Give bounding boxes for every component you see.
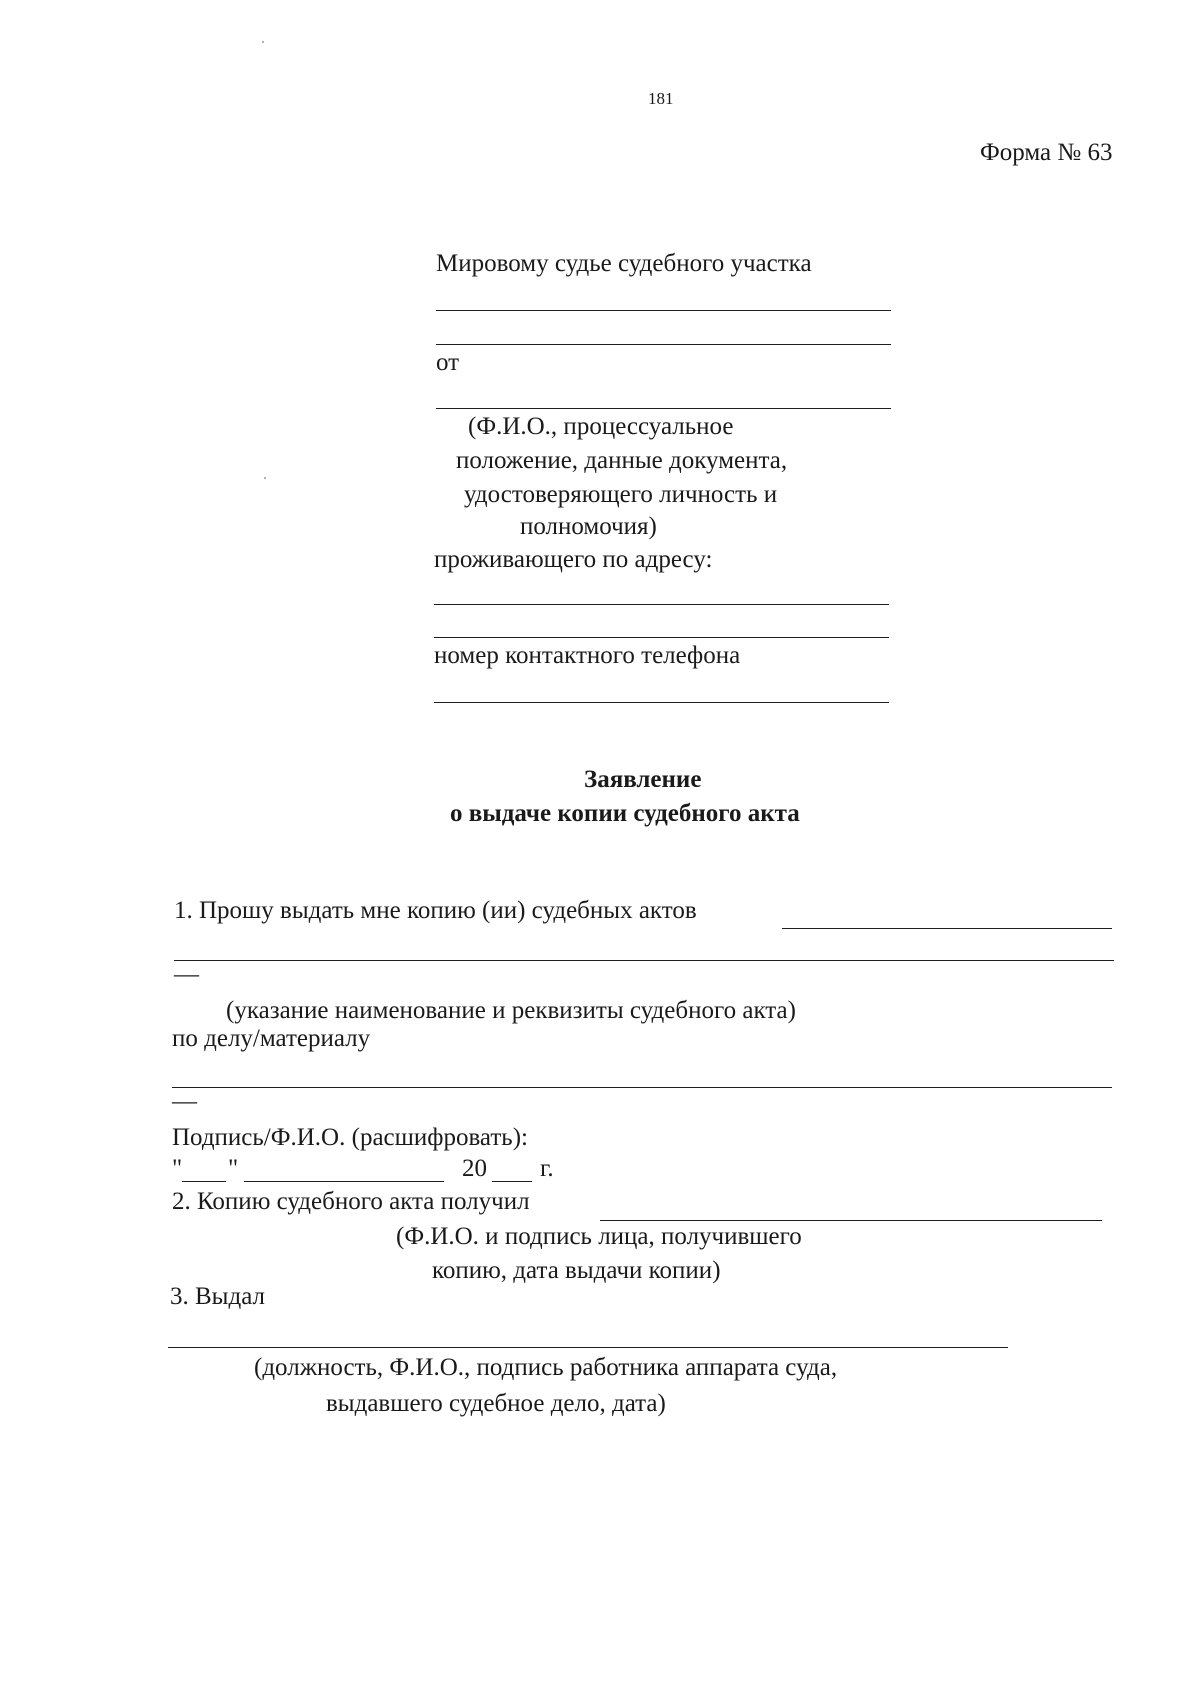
phone-label: номер контактного телефона bbox=[434, 642, 741, 669]
issuer-hint-line-1: (должность, Ф.И.О., подпись работника аппарата суда, bbox=[254, 1354, 838, 1381]
date-quote-open: " bbox=[172, 1155, 183, 1182]
year-suffix: г. bbox=[540, 1155, 554, 1182]
phone-line[interactable] bbox=[434, 702, 889, 703]
addressee-judge-label: Мировому судье судебного участка bbox=[436, 250, 812, 277]
day-line[interactable] bbox=[182, 1181, 226, 1182]
address-line-1[interactable] bbox=[434, 604, 889, 605]
form-number: Форма № 63 bbox=[980, 139, 1113, 166]
address-line-2[interactable] bbox=[434, 637, 889, 638]
person-hint-line-3: удостоверяющего личность и bbox=[464, 481, 778, 508]
person-hint-line-2: положение, данные документа, bbox=[456, 447, 788, 474]
case-label: по делу/материалу bbox=[172, 1025, 371, 1052]
document-title: Заявление bbox=[584, 766, 702, 793]
item-3-text: 3. Выдал bbox=[170, 1283, 265, 1310]
scan-speck bbox=[264, 477, 266, 479]
scan-speck bbox=[262, 41, 264, 43]
signature-label: Подпись/Ф.И.О. (расшифровать): bbox=[172, 1124, 528, 1151]
from-label: от bbox=[436, 349, 460, 376]
person-hint-line-1: (Ф.И.О., процессуальное bbox=[468, 413, 734, 440]
court-district-line-1[interactable] bbox=[436, 310, 891, 311]
received-hint-line-2: копию, дата выдачи копии) bbox=[432, 1257, 721, 1284]
year-prefix: 20 bbox=[462, 1155, 487, 1182]
issuer-hint-line-2: выдавшего судебное дело, дата) bbox=[326, 1390, 666, 1417]
applicant-name-line[interactable] bbox=[436, 408, 891, 409]
month-line[interactable] bbox=[244, 1181, 444, 1182]
court-act-line-1[interactable] bbox=[782, 928, 1112, 929]
court-act-hint: (указание наименование и реквизиты судебного акта) bbox=[226, 997, 796, 1024]
dash-continuation-2: — bbox=[172, 1088, 197, 1115]
dash-continuation-1: — bbox=[174, 961, 199, 988]
address-label: проживающего по адресу: bbox=[434, 546, 713, 573]
item-1-text: 1. Прошу выдать мне копию (ии) судебных актов bbox=[174, 897, 697, 924]
item-2-text: 2. Копию судебного акта получил bbox=[172, 1188, 530, 1215]
received-hint-line-1: (Ф.И.О. и подпись лица, получившего bbox=[396, 1223, 802, 1250]
court-act-line-2[interactable] bbox=[174, 960, 1114, 961]
issuer-line[interactable] bbox=[168, 1347, 1008, 1348]
document-subtitle: о выдаче копии судебного акта bbox=[450, 800, 800, 827]
year-line[interactable] bbox=[492, 1181, 532, 1182]
court-district-line-2[interactable] bbox=[436, 344, 891, 345]
case-line[interactable] bbox=[172, 1087, 1112, 1088]
page-number: 181 bbox=[648, 89, 674, 108]
date-quote-close: " bbox=[228, 1155, 239, 1182]
received-line[interactable] bbox=[600, 1220, 1102, 1221]
person-hint-line-4: полномочия) bbox=[520, 513, 657, 540]
